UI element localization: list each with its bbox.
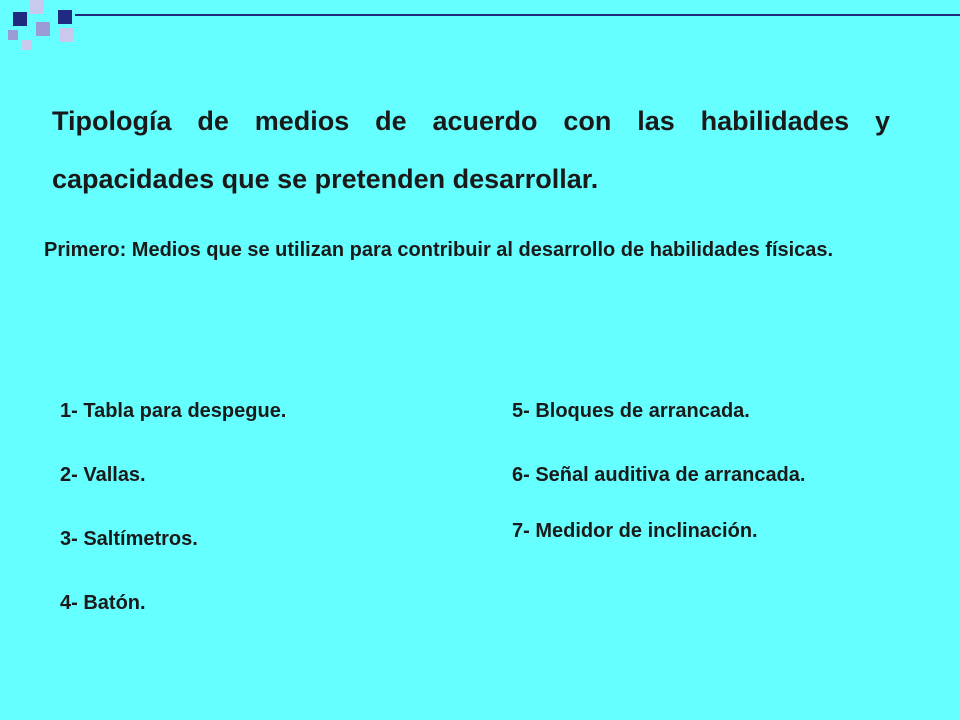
- list-item: 1- Tabla para despegue.: [60, 400, 287, 422]
- decor-square: [22, 40, 32, 50]
- list-item: 5- Bloques de arrancada.: [512, 400, 750, 422]
- right-list: [512, 392, 856, 550]
- decor-square: [60, 28, 74, 42]
- slide-subtitle: Primero: Medios que se utilizan para contribuir al desarrollo de habilidades físicas.: [44, 239, 834, 261]
- list-item: 3- Saltímetros.: [60, 528, 198, 550]
- list-item: 7- Medidor de inclinación.: [512, 520, 758, 542]
- decor-square: [30, 0, 44, 14]
- left-list: [60, 392, 420, 648]
- list-item: 4- Batón.: [60, 592, 146, 614]
- list-item: 6- Señal auditiva de arrancada.: [512, 464, 806, 486]
- decor-square: [36, 22, 50, 36]
- decor-square: [58, 10, 72, 24]
- header-rule: [75, 14, 960, 16]
- decor-square: [8, 30, 18, 40]
- list-item: 2- Vallas.: [60, 464, 146, 486]
- slide-title: Tipología de medios de acuerdo con las habilidades y capacidades que se pretenden desarrollar.: [52, 106, 890, 194]
- decor-square: [13, 12, 27, 26]
